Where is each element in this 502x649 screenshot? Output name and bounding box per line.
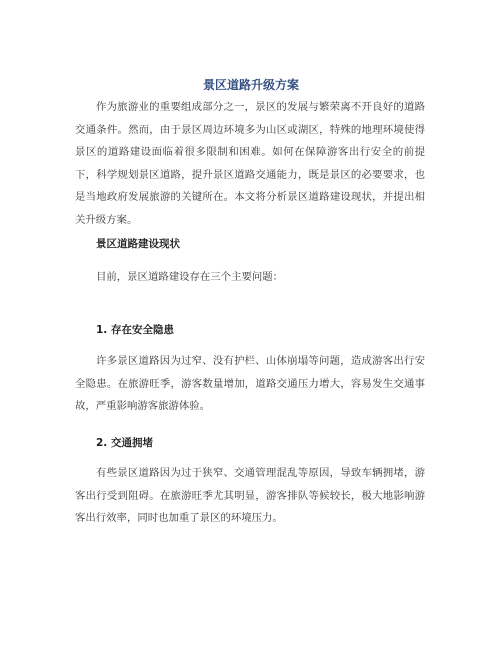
item-heading-congestion: 2. 交通拥堵 — [96, 437, 153, 449]
section-heading-status: 景区道路建设现状 — [96, 238, 180, 250]
document-title: 景区道路升级方案 — [202, 78, 299, 92]
section-intro-paragraph: 目前，景区道路建设存在三个主要问题： — [96, 271, 284, 283]
item-paragraph-safety: 许多景区道路因为过窄、没有护栏、山体崩塌等问题，造成游客出行安全隐患。在旅游旺季，游客数量增加，道路交通压力增大，容易发生交通事故，严重影响游客旅游体验。 — [75, 355, 425, 412]
item-paragraph-congestion: 有些景区道路因为过于狭窄、交通管理混乱等原因，导致车辆拥堵，游客出行受到阻碍。在旅游旺季尤其明显，游客排队等候较长，极大地影响游客出行效率，同时也加重了景区的环境压力。 — [75, 467, 425, 524]
intro-paragraph: 作为旅游业的重要组成部分之一，景区的发展与繁荣离不开良好的道路交通条件。然而，由于景区周边环境多为山区或湖区，特殊的地理环境使得景区的道路建设面临着很多限制和困难。如何在保障游客出行安全的前提下，科学规划景区道路，提升景区道路交通能力，既是景区的必要要求，也是当地政府发展旅游的关键所在。本文将分析景区道路建设现状，并提出相关升级方案。 — [75, 101, 425, 226]
item-heading-safety: 1. 存在安全隐患 — [96, 324, 174, 336]
